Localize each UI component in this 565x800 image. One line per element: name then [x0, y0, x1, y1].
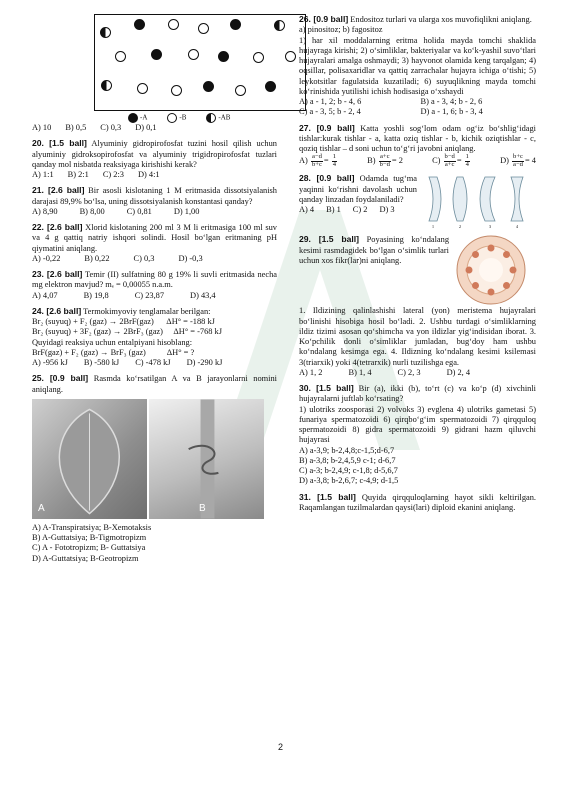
- answer-options: [299, 368, 536, 378]
- particle-a: [230, 19, 241, 30]
- question-text: Odamda tug‘ma yaqinni ko‘rishni davolash uchun qanday linzadan foydalaniladi?: [299, 174, 417, 204]
- option-c[interactable]: C) -478 kJ: [135, 358, 171, 367]
- particle-ab: [100, 27, 111, 38]
- option-d[interactable]: D) 2, 4: [446, 367, 471, 377]
- particle-b: [198, 23, 209, 34]
- lens-4: [511, 177, 523, 221]
- option-d[interactable]: D) 3: [379, 205, 395, 215]
- question-22: [32, 222, 277, 264]
- option-b[interactable]: B) 2:1: [67, 170, 89, 179]
- option-a[interactable]: A) 4,07: [32, 290, 58, 300]
- answer-options: [32, 207, 277, 217]
- left-column: [32, 14, 277, 569]
- lens-2: [453, 177, 467, 221]
- legend-b: -B: [167, 113, 186, 123]
- option-d[interactable]: D) -290 kJ: [186, 358, 223, 367]
- question-body: 1) har xil moddalarning eritma holida mayda tomchi shaklida hujayraga kirishi; 2) o‘simliklar, bakteriyalar va ko‘k-yashil suvo‘tlari hujayralari amalga oshmaydi; 3) hayvonot olamida keng tarqalgan; 4) oqsillar, polisaxaridlar va qattiq zarrachalar hujayra ichiga o‘tishi; 5) leykotsitlar fagulatsida kuzatiladi; 6) suyuqlikning mayda tomchi ko‘rinishida yutilishi ichish hodisasiga o‘xshaydi: [299, 35, 536, 96]
- process-photos: [32, 399, 264, 519]
- option-a[interactable]: A) 1, 2: [299, 367, 323, 377]
- lens-label: 4: [516, 224, 518, 230]
- question-head: 25. [0.9 ball]: [32, 373, 89, 384]
- question-head: 24. [2.6 ball]: [32, 305, 82, 316]
- option-a[interactable]: A) 1:1: [32, 170, 54, 179]
- particle-a: [265, 81, 276, 92]
- option-b[interactable]: B) -580 kJ: [83, 358, 120, 367]
- photo-b-tendril: [149, 399, 264, 519]
- question-27: [299, 123, 536, 169]
- question-head: 31. [1.5 ball]: [299, 491, 356, 502]
- answer-options: [32, 170, 277, 180]
- question-head: 26. [0.9 ball]: [299, 14, 349, 24]
- option-d[interactable]: D) A-Guttatsiya; B-Geotropizm: [32, 553, 139, 563]
- particle-diagram: [94, 14, 306, 111]
- lens-1: [429, 177, 441, 221]
- question-head: 28. [0.9 ball]: [299, 173, 355, 184]
- tendril-drawing: [149, 399, 264, 519]
- question-23: [32, 269, 277, 301]
- leaf-drawing: [32, 399, 147, 519]
- particle-b: [285, 51, 296, 62]
- option-a[interactable]: A) a-3,9; b-2,4,8;c-1,5;d-6,7: [299, 445, 395, 455]
- question-text: Rasmda ko‘rsatilgan A va B jarayonlarni nomini aniqlang.: [32, 374, 277, 394]
- question-text: Termokimyoviy tenglamalar berilgan:: [83, 306, 211, 316]
- option-d[interactable]: D) 0,1: [135, 123, 157, 132]
- particle-b: [235, 85, 246, 96]
- equation-1: Br₂ (suyuq) + F₂ (gaz) → 2BrF(gaz) ΔH° = -188 kJ: [32, 317, 215, 326]
- option-d[interactable]: D) a-3,8; b-2,6,7; c-4,9; d-1,5: [299, 476, 399, 486]
- option-a[interactable]: A) 4: [299, 205, 315, 215]
- option-b[interactable]: B) 0,22: [84, 253, 110, 263]
- option-d[interactable]: D) a - 1, 6; b - 3, 4: [420, 107, 483, 117]
- answer-options: [299, 154, 536, 168]
- question-28: [299, 173, 536, 229]
- option-b[interactable]: B) 1: [326, 205, 341, 215]
- option-b[interactable]: B) A-Guttatsiya; B-Tigmotropizm: [32, 533, 147, 542]
- option-c[interactable]: C) 0,3: [100, 123, 122, 132]
- particle-a: [134, 19, 145, 30]
- particle-ab: [274, 20, 285, 31]
- option-b[interactable]: B) $\frac{a+c}{b-d}$ = 2: [367, 153, 403, 168]
- question-24: [32, 306, 277, 369]
- answer-options: [299, 97, 536, 118]
- question-head: 20. [1.5 ball]: [32, 138, 87, 149]
- question-text: Quyida qirqquloqlarning hayot sikli keltirilgan. Raqamlangan tuzilmalardan qaysi(lari) diploid ekanini aniqlang.: [299, 492, 537, 512]
- particle-legend: [128, 113, 277, 123]
- lens-label: 1: [432, 224, 434, 230]
- option-d[interactable]: D) -0,3: [178, 253, 203, 263]
- photo-label-b: B: [199, 502, 206, 514]
- particle-a: [151, 49, 162, 60]
- question-head: 22. [2.6 ball]: [32, 222, 83, 232]
- question-text: Xlorid kislotaning 200 ml 3 M li eritmasiga 100 ml suv va 4 g qattiq natriy ishqori solindi. Hosil bo‘lgan eritmaning pH qiymatini aniqlang.: [32, 223, 277, 253]
- page-number: 2: [278, 742, 284, 752]
- particle-a: [218, 51, 229, 62]
- answer-options: [32, 358, 277, 368]
- option-a[interactable]: A) A-Transpiratsiya; B-Xemotaksis: [32, 522, 152, 532]
- option-b[interactable]: B) 0,5: [65, 123, 87, 132]
- option-c[interactable]: C) 0,81: [126, 206, 152, 216]
- particle-b: [171, 85, 182, 96]
- option-c[interactable]: C) 0,3: [133, 253, 155, 263]
- particle-b: [188, 49, 199, 60]
- photo-label-a: A: [38, 502, 45, 514]
- question-text: Bir (a), ikki (b), to‘rt (c) va ko‘p (d) xivchinli hujayralarni juftlab ko‘rsating?: [299, 384, 536, 404]
- option-a[interactable]: A) a - 1, 2; b - 4, 6: [299, 97, 362, 106]
- option-a[interactable]: A) 8,90: [32, 206, 58, 216]
- option-a[interactable]: A) -956 kJ: [32, 358, 68, 367]
- photo-a-leaf: [32, 399, 147, 519]
- option-b[interactable]: B) 8,00: [79, 206, 105, 216]
- lens-3: [480, 177, 495, 221]
- option-c[interactable]: C) 2, 3: [397, 367, 421, 377]
- option-c[interactable]: C) 2:3: [102, 170, 124, 179]
- option-b[interactable]: B) 1, 4: [348, 367, 372, 377]
- question-text: Alyuminiy gidropirofosfat tuzini hosil qilish uchun alyuminiy gidroksopirofosfat va alyuminiy trigidropirofosfat tuzlari qanday mol nisbatda reaksiyaga kirishishi kerak?: [32, 139, 277, 169]
- option-c[interactable]: C) $\frac{b-d}{a+c}$ = $\frac{1}{4}$: [432, 153, 469, 168]
- lens-label: 3: [489, 224, 491, 230]
- question-26: [299, 14, 536, 118]
- particle-a: [203, 81, 214, 92]
- question-text: Katta yoshli sog‘lom odam og‘iz bo‘shlig‘idagi tishlar:kurak tishlar - a, katta oziq tishlar - b, kichik oziqtishlar - c, qoziq tishlar – d soni uchun to‘g‘ri javobni aniqlang.: [299, 123, 536, 153]
- equation-3: BrF(gaz) + F₂ (gaz) → BrF₃ (gaz) ΔH° = ?: [32, 347, 195, 357]
- lens-diagram: [423, 173, 533, 229]
- question-head: 27. [0.9 ball]: [299, 122, 355, 133]
- option-c[interactable]: C) 2: [352, 205, 368, 215]
- question-text: Temir (II) sulfatning 80 g 19% li suvli eritmasida necha mg elektron mavjud? mₑ = 0,00055 n.a.m.: [32, 270, 277, 290]
- legend-a: -A: [128, 113, 147, 123]
- option-d[interactable]: D) $\frac{b+c}{a-d}$ = 4: [500, 153, 536, 168]
- question-29: [299, 234, 536, 378]
- question-text-2: Quyidagi reaksiya uchun entalpiyani hisoblang:: [32, 337, 193, 347]
- option-a[interactable]: A) $\frac{a-d}{b+c}$ = $\frac{1}{4}$: [299, 153, 337, 168]
- question-subtext: a) pinositoz; b) fagositoz: [299, 25, 383, 35]
- option-a[interactable]: A) 10: [32, 123, 52, 132]
- question-text: Poyasining ko‘ndalang kesimi rasmdagidek bo‘lgan o‘simlik turlari uchun xos fikr(lar)ni aniqlang.: [299, 235, 450, 265]
- answer-options: [32, 254, 277, 264]
- question-21: [32, 185, 277, 217]
- question-text: Bir asosli kislotaning 1 M eritmasida dissotsiyalanish darajasi 89,9% bo‘lsa, uning dissotsiyalanish konstantasi qanday?: [32, 186, 277, 206]
- option-a[interactable]: A) -0,22: [32, 253, 61, 263]
- equation-2: Br₂ (suyuq) + 3F₂ (gaz) → 2BrF₃ (gaz) ΔH° = -768 kJ: [32, 327, 222, 337]
- legend-ab: -AB: [206, 113, 230, 123]
- option-d[interactable]: D) 1,00: [173, 206, 200, 216]
- option-c[interactable]: C) 23,87: [134, 290, 165, 300]
- answer-options: [32, 123, 277, 133]
- question-head: 23. [2.6 ball]: [32, 269, 83, 279]
- option-c[interactable]: C) A - Fototropizm; B- Guttatsiya: [32, 543, 146, 553]
- lens-label: 2: [459, 224, 461, 230]
- option-c[interactable]: C) a - 3, 5; b - 2, 4: [299, 107, 361, 117]
- option-d[interactable]: D) 4:1: [137, 170, 160, 179]
- question-25: [32, 373, 277, 564]
- answer-options: [299, 205, 417, 215]
- question-30: [299, 383, 536, 487]
- question-19: [32, 14, 277, 133]
- question-head: 21. [2.6 ball]: [32, 185, 85, 196]
- option-d[interactable]: D) 43,4: [190, 290, 216, 300]
- question-31: [299, 492, 536, 514]
- option-b[interactable]: B) 19,8: [83, 290, 109, 300]
- option-c[interactable]: C) a-3; b-2,4,9; c-1,8; d-5,6,7: [299, 466, 398, 476]
- question-body: 1. Ildizining qalinlashishi lateral (yon) meristema hujayralari bo‘linishi hisobiga hosil bo‘ladi. 2. Ushbu turdagi o‘simliklarning ildiz tizimi asosan qo‘shimcha va yon ildizlar yig‘indisidan iborat. 3. Ko‘pchilik donli o‘simliklar jumladan, bug‘doy ham ushbu ko‘ndalang kesimga ega. 4. Ildizning ko‘ndalang kesimi ksilemasi 3(triarxik) yoki 4(tetrarxik) nurli tuzilishga ega.: [299, 306, 536, 367]
- question-20: [32, 138, 277, 180]
- question-head: 30. [1.5 ball]: [299, 383, 354, 394]
- right-column: [299, 14, 536, 518]
- particle-b: [137, 83, 148, 94]
- question-head: 29. [1.5 ball]: [299, 234, 360, 245]
- stem-cross-section: [455, 234, 527, 306]
- particle-b: [253, 52, 264, 63]
- question-body: 1) ulotriks zoosporasi 2) volvoks 3) evglena 4) ulotriks gametasi 5) funariya spermatozoidi 6) qirqbo‘g‘im spermatozoidi 7) qirqquloq spermatozoidi 8) gidra spermatozoidi 9) gidrani hazm qiluvchi hujayrasi: [299, 404, 536, 445]
- option-b[interactable]: B) a - 3, 4; b - 2, 6: [420, 97, 483, 106]
- answer-options: [32, 291, 277, 301]
- particle-b: [168, 19, 179, 30]
- particle-ab: [101, 80, 112, 91]
- question-text: Endositoz turlari va ularga xos muvofiqlikni aniqlang.: [350, 15, 532, 24]
- option-b[interactable]: B) a-3,8; b-2,4,5,9 c-1; d-6,7: [299, 455, 396, 465]
- particle-b: [115, 51, 126, 62]
